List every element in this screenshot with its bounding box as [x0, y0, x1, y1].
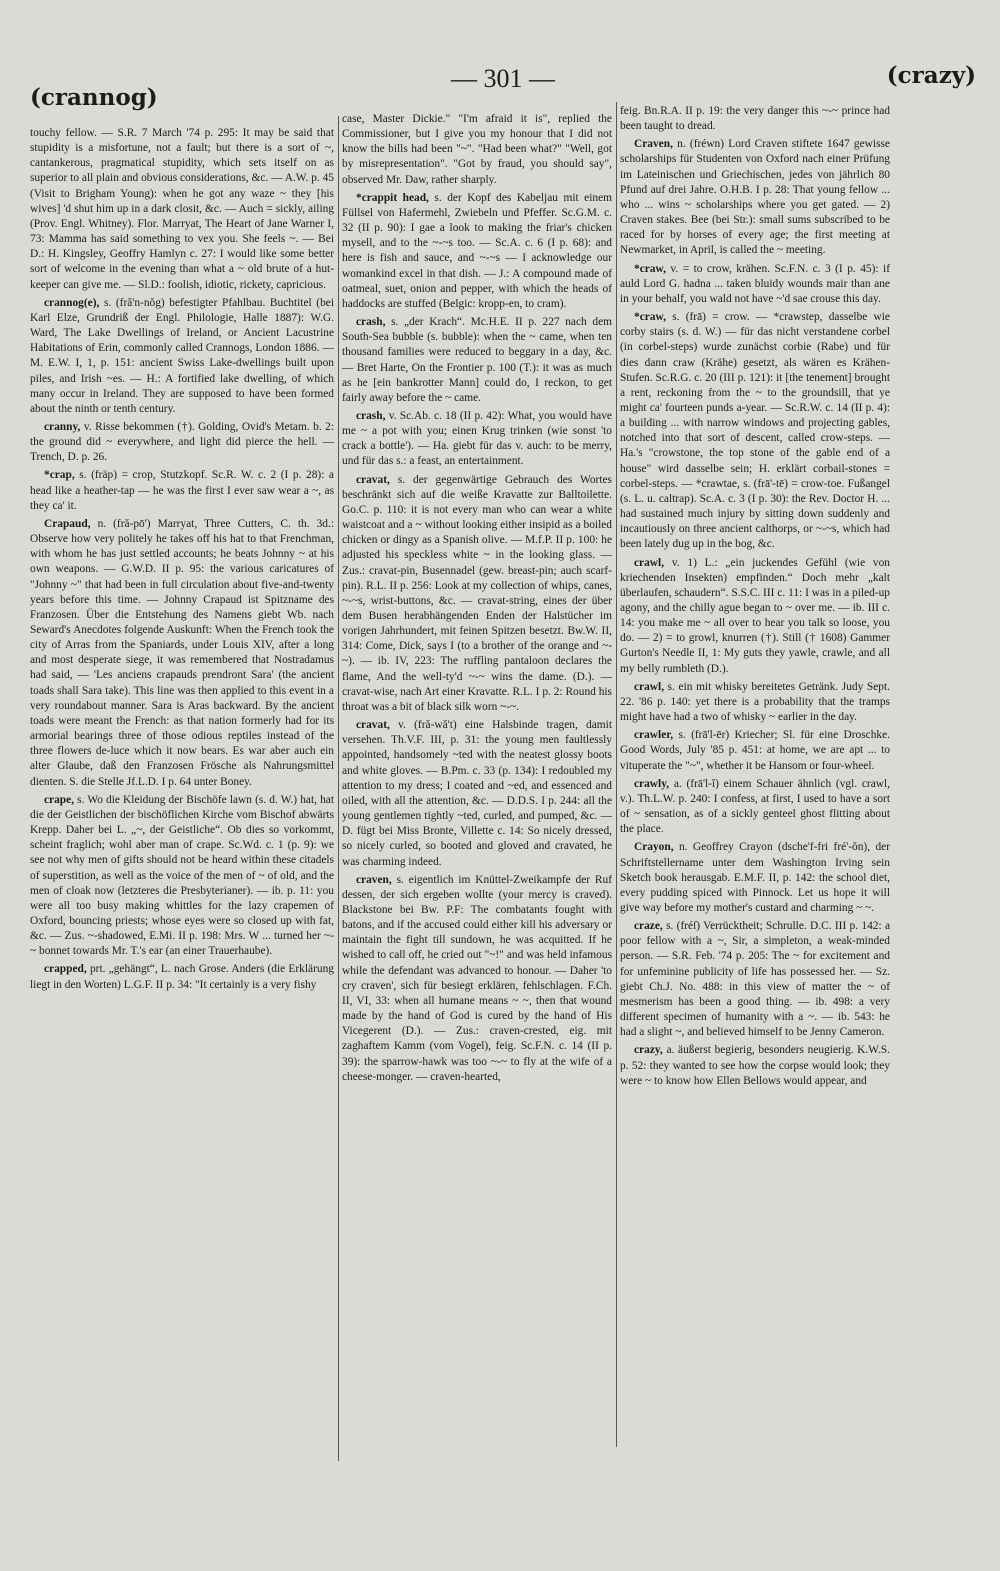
dictionary-entry [620, 680, 890, 725]
left-guide-word: (crannog) [30, 84, 158, 111]
dictionary-entry [342, 718, 612, 870]
dictionary-entry [620, 262, 890, 307]
dictionary-entry [620, 919, 890, 1040]
entry-text: s. „der Krach“. Mc.H.E. II p. 227 nach dem South-Sea bubble (s. bubble): when the ~ came, when ten thousand families were reduced to beggary in a day, &c. — Bret Harte, On the Frontier p. 100 (T.): it was as much as he [ein bankrotter Mann] could do, I reckon, to get fairly away before the ~ came. [342, 316, 612, 404]
column-middle [342, 112, 612, 1542]
right-guide-word: (crazy) [886, 62, 976, 89]
entry-text: case, Master Dickie." "I'm afraid it is", replied the Commissioner, but I give you my honour that I did not know the bills had been "~". "Had been what?" "Well, got by misrepresentation". "Got by fraud, you should say", observed Mr. Daw, rather sharply. [342, 113, 612, 186]
dictionary-entry [342, 409, 612, 470]
dictionary-entry [342, 191, 612, 312]
entry-text: s. (fréſ) Verrücktheit; Schrulle. D.C. III p. 142: a poor fellow with a ~, Sir, a simpleton, a weak-minded person. — S.R. Feb. '74 p. 205: The ~ for excitement and for unfeminine publicity of life has possessed her. — Sz. giebt Ch.J. No. 488: in this view of matter the ~ of mesmerism has been a good thing. — ib. 498: a very different specimen of humanity with a ~. — ib. 543: he had a slight ~, and believed himself to be Jenny Cameron. [620, 920, 890, 1039]
entry-text: a. äußerst begierig, besonders neugierig. K.W.S. p. 52: they wanted to see how the corpse would look; they were ~ to know how Ellen Bellows would appear, and [620, 1044, 890, 1087]
headword: *craw, [634, 311, 666, 324]
dictionary-entry [620, 840, 890, 916]
entry-text: s. der Kopf des Kabeljau mit einem Füllsel von Hafermehl, Zwiebeln und Pfeffer. Sc.G.M. c. 32 (II p. 90): I gae a look to making the friar's chicken mysell, and to the ~-~s too. — Sc.A. c. 6 (I p. 68): and here is fish and sauce, and ~-~s — I acknowledge our womankind excel in that dish. — J.: A compound made of oatmeal, suet, onion and pepper, with which the heads of haddocks are stuffed (Belgic: kropp-en, to cram). [342, 191, 612, 310]
entry-text: s. der gegenwärtige Gebrauch des Wortes beschränkt sich auf die weiße Kravatte zur Balltoilette. Go.C. p. 110: it is not every man who can wear a white waistcoat and a ~ without looking either insipid as a boiled chicken or dingy as a Spanish olive. — M.f.P. II p. 100: he adjusted his speckless white ~ in the looking glass. — Zus.: cravat-pin, Busennadel (gew. breast-pin; auch scarf-pin). R.L. II p. 256: Look at my collection of whips, canes, ~-~s, wrist-buttons, &c. — cravat-string, eines der über dem Busen herabhängenden Enden der Halstücher im vorigen Jahrhundert, mit feinen Spitzen besetzt. Bw.W. II, 314: Come, Dick, says I (to a brother of the orange and ~-~). — ib. IV, 223: The ruffling pantaloon declares the flame, And the well-ty'd ~-~ wins the dame. (D.). — cravat-wise, nach Art einer Kravatte. R.L. I p. 2: Round his throat was a bit of black silk worn ~-~. [342, 473, 612, 713]
headword: *crap, [44, 469, 75, 482]
entry-text: s. ein mit whisky bereitetes Getränk. Judy Sept. 22. '86 p. 140: yet there is a probability that the tramps might have had a two of whisky ~ earlier in the day. [620, 680, 890, 724]
dictionary-entry [342, 473, 612, 716]
column-right [620, 104, 890, 1534]
dictionary-entry [620, 777, 890, 838]
entry-text: v. 1) L.: „ein juckendes Gefühl (wie von kriechenden Insekten) empfinden.“ Doch mehr „kalt überlaufen, schaudern“. S.S.C. III c. 11: I was in a piled-up agony, and the chilly ague began to ~ over me. — ib. III c. 14: you make me ~ all over to hear you talk so loose, you do. — 2) = to growl, knurren (†). Still († 1608) Gammer Gurton's Needle II, 1: My guts they yawle, crawle, and all my belly rumbleth (D.). [620, 556, 890, 675]
dictionary-entry [342, 315, 612, 406]
headword: crawl, [634, 556, 665, 569]
entry-text: s. Wo die Kleidung der Bischöfe lawn (s. d. W.) hat, hat die der Geistlichen der bischöflichen Kirche vom Bischof abwärts Krepp. Daher bei L. „~, der Geistliche“. Ob dies so vorkommt, scheint fraglich; wohl aber man of crape. Sc.Wd. c. 1 (p. 9): we see not why men of gifts should not be heard within these citadels of superstition, as well as the voice of the men of ~ of old, and the men of cloak now (letzteres die Presbyterianer). — ib. p. 11: you were all too busy making whittles for the lazy crapemen of Oxford, bouncing priests; whose eyes were so closed up with fat, &c. — Zus. ~-shadowed, E.Mi. II p. 198: Mrs. W ... turned her ~-~ bonnet towards Mr. T.'s ear (an einer Trauerhaube). [30, 793, 334, 958]
headword: craven, [356, 873, 392, 886]
dictionary-entry [30, 296, 334, 417]
dictionary-entry [30, 793, 334, 960]
headword: crannog(e), [44, 296, 100, 309]
headword: Craven, [634, 138, 673, 151]
headword: crazy, [634, 1044, 663, 1057]
entry-text: n. (fră-pō') Marryat, Three Cutters, C. th. 3d.: Observe how very politely he takes off his hat to that Frenchman, with whom he has just settled accounts; he beats Johnny ~ at his own weapons. — G.W.D. II p. 95: the various caricatures of "Johnny ~" that had been in full circulation about five-and-twenty years before this time. — Johnny Crapaud ist Spitzname des Franzosen. Über die Entstehung des Namens giebt Wb. nach Seward's Anecdotes folgende Auskunft: When the French took the city of Arras from the Spaniards, under Louis XIV, after a long and most desperate siege, it was remembered that Nostradamus had said, — 'Les anciens crapauds prendront Sara' (the ancient toads shall Sara take). This line was then applied to this event in a very roundabout manner. Sara is Aras backward. By the ancient toads were meant the French: as that nation formerly had for its armorial bearings three of those odious reptiles instead of the three flowers de-luce which it now bears. Es war aber auch ein alter Glaube, daß den Franzosen Frösche als Nahrungsmittel dienten. S. die Stelle Jf.L.D. I p. 64 unter Boney. [30, 517, 334, 788]
dictionary-entry [30, 517, 334, 790]
headword: cravat, [356, 719, 390, 732]
headword: Crayon, [634, 841, 674, 854]
headword: crawly, [634, 777, 670, 790]
entry-text: n. (fréwn) Lord Craven stiftete 1647 gewisse scholarships für Studenten von Oxford nach einer Prüfung im Lateinischen und Griechischen, jedes von jährlich 80 Pfund auf drei Jahre. O.H.B. I p. 28: That young fellow ... who ... wins ~ scholarships where you get gated. — 2) Craven stakes. Bee (bei Str.): small sums subscribed to be raced for by horses of every age; the first meeting at Newmarket, in April, is called the ~ meeting. [620, 138, 890, 257]
dictionary-entry [342, 873, 612, 1085]
dictionary-entry [30, 126, 334, 293]
dictionary-entry [620, 556, 890, 677]
dictionary-entry [30, 468, 334, 513]
dictionary-entry [620, 104, 890, 134]
headword: crapped, [44, 963, 87, 976]
entry-text: touchy fellow. — S.R. 7 March '74 p. 295: It may be said that stupidity is a misfortune, not a fault; but there is a sort of ~, cantankerous, pragmatical stupidity, which sets itself on as superior to all plain and obvious considerations, &c. — A.W. p. 45 (Visit to Brigham Young): when he got any waze ~ they [his wives] 'd shut him up in a dark closit, &c. — Auch = sickly, ailing (Prov. Engl. Whitney). Flor. Marryat, The Heart of Jane Warner I, 73: Mamma has said something to vex you. She feels ~. — Bei D.: H. Kingsley, Geoffry Hamlyn c. 27: I would like some better sort of welcome in the evening than what a ~ old brute of a hut-keeper can give me. — Sl.D.: foolish, idiotic, rickety, capricious. [30, 127, 334, 291]
entry-text: s. (fră'n-nŏg) befestigter Pfahlbau. Buchtitel (bei Karl Elze, Grundriß der Engl. Philologie, Halle 1887): W.G. Ward, The Lake Dwellings of Ireland, or Ancient Lacustrine Habitations of Erin, commonly called Crannogs, London 1886. — M. E.W. I, 1, p. 151: ancient Swiss Lake-dwellings built upon piles, and Irish ~es. — H.: A fortified lake dwelling, of which many occur in Ireland. They are supposed to have been formed about the ninth or tenth century. [30, 296, 334, 415]
headword: crash, [356, 409, 386, 422]
dictionary-entry [620, 728, 890, 773]
entry-text: v. Sc.Ab. c. 18 (II p. 42): What, you would have me ~ a pot with you; einen Krug trinken (wie sonst 'to crack a bottle'). — Ha. giebt für das v. auch: to be merry, und für das s.: a feast, an entertainment. [342, 409, 612, 468]
headword: crash, [356, 316, 386, 329]
entry-text: s. (frā) = crow. — *crawstep, dasselbe wie corby stairs (s. d. W.) — für das nicht verstandene corbel (in corbel-steps) wurde zunächst corbie (Rabe) und für dies dann craw (Krähe) gesetzt, als wären es Krähen-Stufen. Sc.R.G. c. 20 (III p. 121): it [the tenement] brought a rent, reckoning from the ~ to the groundsill, that ye might ca' fourteen punds a-year. — Sc.R.W. c. 14 (II p. 4): a building ... with narrow windows and projecting gables, notched into that sort of descent, called crow-steps. — Ha.'s "crowstone, the top stone of the gable end of a house" wird dasselbe sein; H. erklärt corbail-stones = corbel-steps. — *crawtae, s. (frā'-tē) = crow-toe. Fußangel (s. L. u. caltrap). Sc.A. c. 3 (I p. 30): the Rev. Doctor H. ... had sustained much injury by sitting down suddenly and incautiously on three ancient calthorps, or ~-~s, which had been lately dug up in the bog, &c. [620, 311, 890, 551]
headword: cranny, [44, 420, 81, 433]
headword: crawl, [634, 680, 665, 693]
entry-text: v. = to crow, krähen. Sc.F.N. c. 3 (I p. 45): if auld Lord G. hadna ... taken bluidy wounds mair than ane in your behalf, you wald not have ~'d sae crouse this day. [620, 262, 890, 305]
entry-text: prt. „gehängt“, L. nach Grose. Anders (die Erklärung liegt in den Worten) L.G.F. II p. 34: "It certainly is a very fishy [30, 963, 334, 991]
dictionary-entry [620, 137, 890, 258]
column-left [30, 126, 334, 1556]
entry-text: n. Geoffrey Crayon (dsche'f-fri fré'-ŏn), der Schriftstellername unter dem Washington Irving sein Sketch book herausgab. E.M.F. II, p. 142: the school diet, every pudding spiced with Pinnock. Let us hope it will give way before my mother's custard and charming ~ ~. [620, 841, 890, 914]
headword: cravat, [356, 473, 390, 486]
dictionary-entry [620, 310, 890, 553]
headword: *crappit head, [356, 191, 429, 204]
entry-text: feig. Bn.R.A. II p. 19: the very danger this ~-~ prince had been taught to dread. [620, 105, 890, 133]
entry-text: v. Risse bekommen (†). Golding, Ovid's Metam. b. 2: the ground did ~ everywhere, and light did pierce the hell. — Trench, D. p. 26. [30, 420, 334, 464]
dictionary-entry [342, 112, 612, 188]
entry-text: s. eigentlich im Knüttel-Zweikampfe der Ruf dessen, der sich ergeben wollte (your mercy is craved). Blackstone bei Bw. P.F: The combatants fought with batons, and if the accused could either kill his adversary or maintain the fight till sundown, he was acquitted. If he wished to call off, he cried out "~!" and was held infamous while the defendant was advanced to honour. — Daher 'to cry craven', sich für besiegt erklären, fehlschlagen. F.Ch. II, VI, 33: when all humane means ~ ~, then that wound made by the hand of God is cured by the hand of His Vicegerent (D.). — Zus.: craven-crested, eig. mit zaghaftem Kamm (vom Vogel), feig. Sc.F.N. c. 14 (II p. 39): the sparrow-hawk was too ~-~ to fly at the wife of a cheese-monger. — craven-hearted, [342, 873, 612, 1083]
entry-text: v. (fră-wă't) eine Halsbinde tragen, damit versehen. Th.V.F. III, p. 31: the young men faultlessly appointed, handsomely ~ted with the neatest glossy boots and white gloves. — B.Pm. c. 33 (p. 134): I redoubled my attention to my dress; I coated and ~ed, and essenced and oiled, with all the attention, &c. — D.D.S. I p. 244: all the young gentlemen tightly ~ted, curled, and pumped, &c. — D. fügt bei Miss Bronte, Villette c. 14: So nicely dressed, so nicely curled, so booted and gloved and cravated, he was charming indeed. [342, 719, 612, 868]
entry-text: s. (frā'l-ēr) Kriecher; Sl. für eine Droschke. Good Words, July '85 p. 451: at home, we are apt ... to vituperate the "~", whether it be Hansom or four-wheel. [620, 729, 890, 772]
headword: *craw, [634, 262, 666, 275]
headword: craze, [634, 920, 663, 933]
page-number: — 301 — [451, 64, 555, 93]
entry-text: a. (frā'l-ĭ) einem Schauer ähnlich (vgl. crawl, v.). Th.L.W. p. 240: I confess, at first, I used to have a sort of ~ sensation, as of a sickly genteel ghost flitting about the place. [620, 777, 890, 836]
column-rule-right [616, 102, 617, 1447]
column-rule-left [338, 116, 339, 1461]
headword: Crapaud, [44, 517, 91, 530]
dictionary-entry [620, 1043, 890, 1088]
entry-text: s. (fräp) = crop, Stutzkopf. Sc.R. W. c. 2 (I p. 28): a head like a heather-tap — he was the first I ever saw wear a ~, as they ca' it. [30, 469, 334, 512]
headword: crape, [44, 793, 75, 806]
dictionary-entry [30, 420, 334, 465]
headword: crawler, [634, 729, 674, 742]
dictionary-entry [30, 962, 334, 992]
